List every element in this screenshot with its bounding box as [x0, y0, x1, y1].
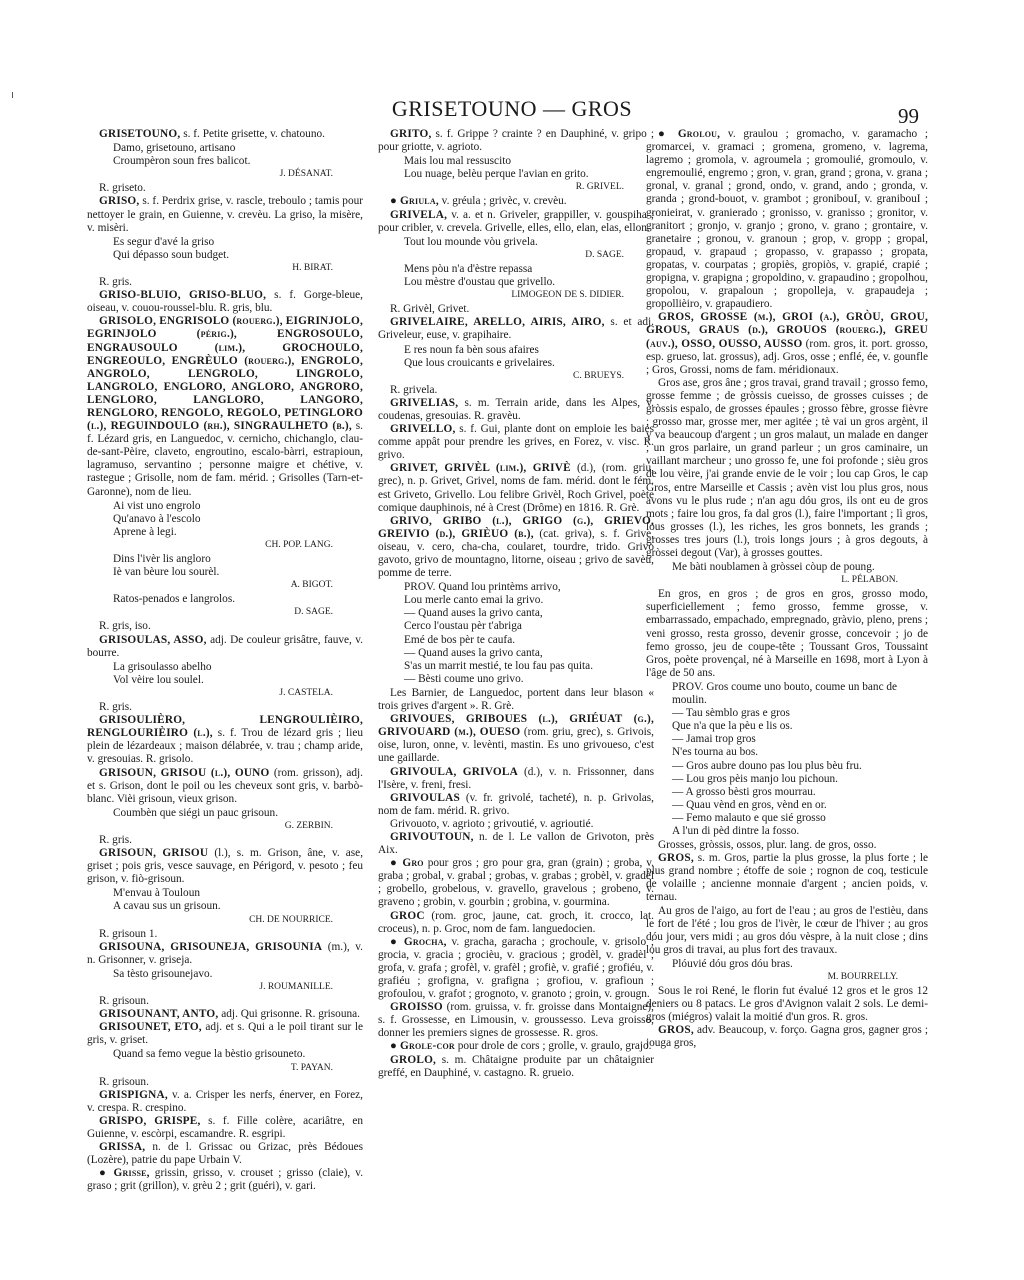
entry-headword: GRISOUN, GRISOU (l.), OUNO — [99, 766, 270, 779]
dictionary-entry — [87, 1021, 363, 1047]
dictionary-entry — [646, 311, 928, 376]
entry-definition: R. gris, iso. — [99, 620, 151, 633]
entry-headword: GRISOUNA, GRISOUNEJA, GRISOUNIA — [99, 940, 323, 953]
quote-line: — Lou gros pèis manjo lou pichoun. — [672, 772, 838, 785]
dictionary-entry — [378, 687, 654, 713]
quote-source: M. BOURRELLY. — [827, 972, 898, 982]
dictionary-entry — [646, 377, 928, 560]
entry-definition: s. f. Petite grisette, v. chatouno. — [183, 128, 325, 140]
entry-definition: v. gracha, garacha ; grochoule, v. grisolo ; grocia, v. gracia ; grocièu, v. gracious ; grodèl, v. gradèl ; grofa, v. grafa ; grofèl, v. grafèl ; grofiè, v. grafié ; grofiéu, v. grafiéu ; grofigna, v. grafigna ; grofiou, v. grafioun ; grofoulou, v. grafot ; grognoto, v. granoto ; groin, v. grougn. — [378, 935, 654, 1001]
quote-source: CH. DE NOURRICE. — [249, 914, 333, 925]
dictionary-entry — [646, 1024, 928, 1050]
entry-headword: GROISSO — [390, 1001, 443, 1014]
quote-source: J. ROUMANILLE. — [259, 982, 333, 992]
entry-definition: s. m. Terrain aride, dans les Alpes, v. coudenas, gresouias. R. gravèu. — [378, 396, 654, 422]
quote-line: Mens pòu n'a d'èstre repassa — [404, 262, 533, 275]
quote-source: LIMOGEON DE S. DIDIER. — [511, 290, 624, 301]
page-number: 99 — [898, 104, 919, 128]
citation-quote — [404, 581, 654, 686]
dictionary-entry — [378, 766, 654, 792]
dictionary-entry — [378, 384, 654, 397]
dictionary-entry — [378, 128, 654, 154]
entry-definition: (rom. groc, jaune, cat. groch, it. crocco, lat. croceus), n. p. Groc, nom de fam. languedocien. — [378, 909, 654, 935]
entry-definition: n. de l. Grissac ou Grizac, près Bédoues (Lozère), patrie du pape Urbain V. — [87, 1141, 363, 1167]
quote-line: Emé de bos pèr te caufa. — [404, 633, 516, 646]
dictionary-entry — [87, 182, 363, 195]
dictionary-entry — [378, 397, 654, 423]
entry-headword: GRIVELA, — [390, 208, 448, 221]
entry-definition: pour gros ; gro pour gra, gran (grain) ; groba, v. graba ; grobal, v. grabal ; grobas, v. grabas ; grobèl, v. gradèl ; grobello, grobelous, v. gravello, gravelous ; grobeno, v. graveno ; grobin, v. gourbin ; grobina, v. gourmina. — [378, 857, 654, 909]
entry-definition: n. de l. Le vallon de Grivoton, près Aix. — [378, 830, 654, 857]
entry-definition: adj. et s. Qui a le poil tirant sur le gris, v. griset. — [87, 1021, 363, 1047]
entry-definition: (l.), s. m. Grison, âne, v. ase, griset ; pois gris, vesce sauvage, en Périgord, v. pesoto ; feu grison, v. fiò-grisoun. — [87, 847, 363, 886]
entry-headword: GROS, — [658, 1024, 694, 1037]
dictionary-entry — [378, 857, 654, 909]
quote-line: — Quand auses la grivo canta, — [404, 607, 543, 620]
dictionary-entry — [378, 792, 654, 818]
quote-line: M'envau à Touloun — [113, 887, 201, 900]
entry-definition: R. gris. — [99, 833, 132, 846]
entry-headword: GRIVO, GRIBO (l.), GRIGO (g.), GRIEVO, GREIVIO (d.), GRIÈUO (b.), — [378, 514, 654, 540]
entry-definition: s. m. Châtaigne produite par un châtaignier greffé, en Dauphiné, v. castagno. R. grueio. — [378, 1053, 654, 1079]
entry-definition: R. gris. — [99, 701, 132, 714]
entry-definition: R. grisoun. — [99, 1075, 149, 1088]
dictionary-entry — [87, 128, 363, 141]
entry-headword: ● Griula, — [390, 195, 439, 208]
entry-headword: ● Grole-cor — [390, 1040, 455, 1053]
entry-definition: (m.), v. n. Grisonner, v. griseja. — [87, 940, 363, 966]
dictionary-entry — [646, 905, 928, 957]
entry-definition: s. f. Perdrix grise, v. rascle, treboulo ; tamis pour nettoyer le grain, en Guienne, v. crevèu. La griso, la misère, v. misèri. — [87, 195, 363, 234]
quote-line: — Gros aubre douno pas lou plus bèu fru. — [672, 759, 862, 772]
quote-line: Vol vèire lou soulel. — [113, 673, 204, 686]
entry-definition: (rom. gruissa, v. fr. groisse dans Montaigne), s. f. Grossesse, en Limousin, v. groussesso. Leva groisso, donner les premiers signes de grossesse. R. gros. — [378, 1001, 654, 1040]
quote-source: C. BRUEYS. — [573, 370, 624, 381]
entry-headword: GRISETOUNO, — [99, 128, 181, 140]
dictionary-entry — [378, 1054, 654, 1080]
dictionary-entry — [87, 928, 363, 941]
dictionary-entry — [378, 831, 654, 857]
entry-headword: GRISOULIÈRO, LENGROULIÈIRO, RENGLOURIÈIRO (l.), — [87, 714, 363, 740]
quote-line: Lou mèstre d'oustau que grivello. — [404, 276, 556, 289]
entry-headword: ● Grisse, — [99, 1167, 150, 1180]
dictionary-entry — [646, 985, 928, 1024]
dictionary-entry — [378, 713, 654, 765]
dictionary-entry — [646, 852, 928, 904]
citation-quote — [113, 1048, 363, 1074]
quote-line: Me bàti noublamen à gròssei còup de poung. — [672, 561, 875, 574]
quote-source: J. CASTELA. — [279, 687, 333, 698]
quote-line: Lou merle canto emai la grivo. — [404, 594, 544, 607]
entry-definition: s. m. Gros, partie la plus grosse, la plus forte ; le plus grand nombre ; étoffe de soie ; rognon de coq, testicule de volaille ; ancienne monnaie d'argent ; ancien poids, v. ternau. — [646, 852, 928, 904]
quote-line: — Tau sèmblo gras e gros — [672, 707, 790, 720]
dictionary-entry — [87, 1115, 363, 1141]
dictionary-entry — [378, 423, 654, 462]
entry-definition: Les Barnier, de Languedoc, portent dans leur blason « trois grives d'argent ». R. Grè. — [378, 686, 654, 713]
entry-definition: (rom. gros, it. port. grosso, esp. grueso, lat. grossus), adj. Gros, osse ; enflé, ée, v. gounfle ; Gros, Grossi, noms de fam. méridionaux. — [646, 337, 928, 376]
entry-headword: GRIVELAIRE, ARELLO, AIRIS, AIRO, — [390, 316, 605, 329]
entry-definition: adv. Beaucoup, v. forço. Gagna gros, gagner gros ; jouga gros, — [646, 1024, 928, 1050]
entry-definition: En gros, en gros ; de gros en gros, grosso modo, superficiellement ; femo grosso, femme grosse, v. embarrassado, empachado, empregnado, gràvio, pleno, prens ; veni grosso, resta grosso, devenir grosse, concevoir ; jo de femo grosso, jeu de coupe-tête ; Toussant Gros, Toussaint Gros, poète provençal, né à Marseille en 1698, mort à Lyon à l'âge de 50 ans. — [646, 588, 928, 679]
dictionary-entry — [378, 316, 654, 342]
entry-headword: GRISSA, — [99, 1141, 146, 1154]
entry-definition: (rom. griu, grec), s. Grivois, oise, luron, onne, v. levènti, mastin. Es uno grivouesо, c'est une gaillarde. — [378, 726, 654, 765]
entry-definition: s. f. Lézard gris, en Languedoc, v. cernicho, chichanglo, clau-de-sant-Pèire, claveto, engroutino, escalo-bàrri, estrapioun, lagramuso, servantino ; personne maigre et chétive, v. rastegue ; Grisolle, nom de fam. mérid. ; Grisolles (Tarn-et-Garonne), nom de lieu. — [87, 420, 363, 498]
entry-headword: GRISO-BLUIO, GRISO-BLUO, — [99, 289, 267, 302]
dictionary-entry — [87, 620, 363, 633]
quote-source: D. SAGE. — [294, 607, 333, 618]
quote-source: L. PÉLABON. — [841, 575, 898, 586]
entry-definition: R. griseto. — [99, 182, 146, 195]
citation-quote — [404, 236, 654, 262]
entry-definition: adj. Qui grisonne. R. grisouna. — [221, 1008, 360, 1021]
entry-definition: R. grisoun. — [99, 995, 149, 1008]
quote-line: S'as un marrit mestié, te lou fau pas quita. — [404, 659, 594, 672]
entry-definition: Au gros de l'aigo, au fort de l'eau ; au gros de l'estièu, dans le fort de l'été ; lou gros de l'ivèr, le cœur de l'hiver ; au gros dóu jour, vers midi ; au gros dóu vèspre, à la nuit close ; dins lou gros di travai, au plus fort des travaux. — [646, 904, 928, 956]
entry-definition: s. f. Gui, plante dont on emploie les baies comme appât pour prendre les grives, en Forez, v. visc. R. grivo. — [378, 423, 654, 462]
citation-quote — [113, 887, 363, 926]
entry-definition: (d.), (rom. griu, grec), n. p. Grivet, Grivel, noms de fam. mérid. dont le fém. est Griveto, Grivello. Lou felibre Grivèl, Roch Grivel, poète comique dauphinois, né à Crest (Drôme) en 1816. R. Grè. — [378, 462, 654, 514]
entry-headword: ● Grocha, — [390, 935, 447, 948]
quote-line: Plóuvié dóu gros dóu bras. — [672, 957, 793, 970]
quote-source: J. DÉSANAT. — [279, 169, 333, 180]
entry-definition: adj. De couleur grisâtre, fauve, v. bourre. — [87, 633, 363, 659]
quote-source: A. BIGOT. — [290, 580, 333, 591]
quote-line: Quand sa femo vegue la bèstio grisounetо. — [113, 1048, 306, 1061]
dictionary-entry — [87, 1076, 363, 1089]
quote-line: — A grosso bèsti gros mourrau. — [672, 785, 816, 798]
entry-definition: s. f. Trou de lézard gris ; lieu plein de lézardeaux ; maison délabrée, v. trau ; champ aride, v. gresouias. R. grisolo. — [87, 727, 363, 766]
entry-headword: ● Grolou, — [658, 128, 721, 140]
quote-line: PROV. Gros coume uno bouto, coume un banc de moulin. — [672, 680, 898, 707]
quote-line: Qui dépasso soun budget. — [113, 248, 230, 261]
entry-headword: GROS, GROSSE (m.), GROI (a.), GRÒU, GROU, GROUS, GRAUS (d.), GROUOS (rouerg.), GREU (auv.), OSSO, OUSSO, AUSSO — [646, 311, 928, 350]
dictionary-entry — [87, 1141, 363, 1167]
quote-line: Que lous crouicants e grivelaires. — [404, 356, 555, 369]
entry-definition: (d.), v. n. Frissonner, dans l'Isère, v. freni, fresi. — [378, 765, 654, 791]
entry-headword: GRIVOULA, GRIVOLA — [390, 765, 518, 778]
citation-quote — [113, 661, 363, 700]
dictionary-entry — [646, 128, 928, 311]
quote-source: R. GRIVEL. — [575, 182, 624, 193]
entry-definition: Grivouoto, v. agrioto ; grivoutié, v. agrioutié. — [390, 817, 594, 830]
dictionary-entry — [87, 195, 363, 234]
quote-source: H. BIRAT. — [292, 262, 333, 273]
quote-line: N'es tourna au bos. — [672, 746, 759, 759]
entry-headword: GRISOUNANT, ANTO, — [99, 1008, 219, 1021]
entry-headword: GRISOUN, GRISOU — [99, 847, 209, 860]
dictionary-entry — [87, 276, 363, 289]
dictionary-entry — [646, 588, 928, 680]
entry-definition: (rom. grisson), adj. et s. Grison, dont le poil ou les cheveux sont gris, v. barbò-blanc. Vièi grisoun, vieux grison. — [87, 766, 363, 805]
entry-headword: GRISOUNET, ETO, — [99, 1021, 202, 1034]
dictionary-entry — [378, 1040, 654, 1053]
quote-line: Tout lou mounde vòu grivela. — [404, 235, 538, 248]
entry-definition: s. et adj. Griveleur, euse, v. grapihaire. — [378, 316, 654, 342]
entry-definition: v. graulou ; gromacho, v. garamacho ; gromarcei, v. gramaci ; gromena, gromeno, v. lagrema, lagremo ; gromola, v. agroumela ; gromoulié, gromoulo, v. engremoulié, engremo ; gron, v. gran, grand ; grona, v. grana ; gronal, v. granal ; grond, ondo, v. grand, ando ; gronda, v. granda ; grond-bouot, v. grambot ; gronibouI, v. granibouI ; gronieirat, v. granierado ; gronisso, v. granisso ; gronitor, v. granitort ; gronjo, v. granjo ; grono, v. grano ; grontaire, v. granetaire ; gronou, v. granoun ; grop, v. gropp ; gropal, gropaud, v. grapaud ; gropasso, v. grapasso ; gropata, gropatas, v. courpatas ; gropiès, gropiòs, v. grapié, crapié ; gropigna, v. grapigna ; gropoldino, v. grapaudino ; gropolhou, gropolou, v. grapaloun ; gropolleja, v. grapaudeja ; gropollièiro, v. grapaudiero. — [646, 128, 928, 311]
quote-line: Ratos-penados e langrolos. — [113, 593, 236, 606]
entry-headword: GRISO, — [99, 195, 140, 208]
entry-headword: GRIVOULAS — [390, 791, 460, 804]
entry-definition: R. Grivèl, Grivet. — [390, 303, 470, 316]
dictionary-entry — [378, 818, 654, 831]
quote-line: PROV. Quand lou printèms arrivo, — [404, 581, 561, 594]
running-header: GRISETOUNO — GROS — [391, 96, 633, 121]
quote-line: Coumbèn que siégi un pauc grisoun. — [113, 806, 279, 819]
entry-headword: GROS, — [658, 852, 694, 865]
entry-definition: Sous le roi René, le florin fut évalué 12 gros et le gros 12 deniers ou 8 patacs. Le gros d'Avignon valait 2 sols. Le demi-gros (miégros) valait la moitié d'un gros. R. gros. — [646, 985, 928, 1024]
quote-line: — Quand auses la grivo canta, — [404, 646, 543, 659]
citation-quote — [404, 155, 654, 194]
dictionary-entry — [87, 634, 363, 660]
entry-headword: GRITO, — [390, 128, 432, 140]
citation-quote — [113, 968, 363, 994]
quote-line: A cavau sus un grisoun. — [113, 900, 221, 913]
quote-line: Sa tèsto grisounejavo. — [113, 967, 213, 980]
entry-definition: Gros ase, gros âne ; gros travai, grand travail ; grosso femo, grosse femme ; de gròssis cueisso, de grosses cuisses ; de gròssis espalo, de grosses épaules ; grosso fèbre, grosse fièvre ; grosso mar, grosse mer, mer agitée ; tè vai un gros argènt, il y va beaucoup d'argent ; un gros malaut, un malade en danger ; un gros parlaire, un grand parleur ; un gros caminaire, un vaillant marcheur ; uno grosso fe, une foi profonde ; sièu gros de lou vèire, j'ai grande envie de le voir ; lou cap Gros, le cap Gros, entre Marseille et Cassis ; avèn vist lou plus gros, nous avons vu le plus rude ; n'an agu dóu gros, ils ont eu de gros mots ; faire lou gros, fa dal gros (l.), faire l'important ; lì gros, lous grosses (l.), les riches, les gros bonnets, les grands ; grosses tres jours (l.), trois longs jours ; à gros degouts, à gròssei degout (Var), à grosses gouttes. — [646, 376, 928, 559]
entry-headword: GRISPO, GRISPE, — [99, 1114, 201, 1127]
entry-definition: grissin, grisso, v. crouset ; grisso (claie), v. graso ; grit (grillon), v. grèu 2 ; grit (guéri), v. gari. — [87, 1167, 363, 1193]
quote-line: Ai vist uno engrolo — [113, 499, 201, 512]
dictionary-entry — [378, 910, 654, 936]
dictionary-entry — [87, 701, 363, 714]
entry-headword: GRIVET, GRIVÈL (lim.), GRIVÈ — [390, 462, 571, 475]
entry-headword: GRISOLO, ENGRISOLO (rouerg.), EIGRINJOLO, EGRINJOLO (périg.), ENGROSOULO, ENGRAUSOULO (lim.), GROCHOULO, ENGREOULO, ENGRÈULO (rouerg.), ENGROLO, ANGROLO, LENGROLO, LINGROLO, LANGROLO, ENGLORO, ANGLORO, ANGRORO, LENGLORO, LANGLORO, LANGORO, RENGLORO, RENGOLO, REGOLO, PETINGLORO (l.), REGUINDOULO (rh.), SINGRAULHETO (b.), — [87, 315, 363, 433]
entry-headword: ● Gro — [390, 857, 424, 870]
citation-quote — [672, 561, 928, 587]
entry-definition: v. gréula ; grivèc, v. crevèu. — [441, 195, 567, 208]
quote-line: Es segur d'avé la griso — [113, 235, 215, 248]
citation-quote — [113, 593, 363, 619]
dictionary-entry — [87, 847, 363, 886]
entry-headword: GRIVOUES, GRIBOUES (l.), GRIÉUAT (g.), GRIVOUARD (m.), OUESO — [378, 713, 654, 739]
citation-quote — [113, 553, 363, 592]
entry-definition: s. f. Grippe ? crainte ? en Dauphiné, v. gripo ; pour griotte, v. agrioto. — [378, 128, 654, 154]
entry-definition: v. a. Crisper les nerfs, énerver, en Forez, v. crespa. R. crespino. — [87, 1088, 363, 1114]
citation-quote — [672, 958, 928, 984]
quote-line: Croumpèron soun fres balicot. — [113, 155, 251, 168]
dictionary-entry — [87, 1089, 363, 1115]
entry-definition: (v. fr. grivolé, tacheté), n. p. Grivolas, nom de fam. mérid. R. grivo. — [378, 791, 654, 817]
dictionary-entry — [378, 462, 654, 514]
column-right — [646, 128, 928, 1264]
quote-line: Dins l'ivèr lis angloro — [113, 553, 211, 565]
citation-quote — [113, 807, 363, 833]
entry-definition: pour drole de cors ; grolle, v. graulo, grajo. — [457, 1040, 652, 1053]
citation-quote — [113, 142, 363, 181]
citation-quote — [404, 344, 654, 383]
dictionary-entry — [646, 839, 928, 852]
entry-headword: GRIVELLO, — [390, 423, 456, 436]
dictionary-entry — [378, 936, 654, 1001]
quote-line: Lou nuage, belèu perque l'avian en grito. — [404, 168, 589, 181]
entry-definition: Grosses, gròssis, ossos, plur. lang. de gros, osso. — [658, 839, 877, 852]
quote-line: A l'un di pèd dintre la fosso. — [672, 824, 800, 837]
entry-definition: s. f. Gorge-bleue, oiseau, v. couou-roussel-blu. R. gris, blu. — [87, 289, 363, 315]
dictionary-entry — [378, 515, 654, 580]
entry-headword: GRISPIGNA, — [99, 1088, 168, 1101]
entry-headword: GRISOULAS, ASSO, — [99, 633, 207, 646]
dictionary-entry — [87, 1167, 363, 1193]
entry-definition: R. grisoun 1. — [99, 927, 158, 940]
quote-line: Que n'a que la pèu e lis os. — [672, 720, 793, 733]
quote-source: G. ZERBIN. — [284, 820, 333, 831]
quote-line: Iè van bèure lou sourèl. — [113, 566, 220, 579]
column-middle — [378, 128, 654, 1264]
entry-definition: R. grivela. — [390, 383, 438, 396]
dictionary-entry — [87, 767, 363, 806]
entry-headword: GRIVELIAS, — [390, 396, 459, 409]
quote-line: Qu'anavo à l'escolo — [113, 512, 201, 525]
quote-source: T. PAYAN. — [290, 1062, 333, 1073]
dictionary-entry — [87, 1008, 363, 1021]
dictionary-entry — [87, 834, 363, 847]
dictionary-entry — [378, 303, 654, 316]
citation-quote — [404, 263, 654, 302]
entry-headword: GROC — [390, 909, 425, 922]
quote-line: Mais lou mal ressuscito — [404, 155, 511, 168]
entry-definition: s. f. Fille colère, acariâtre, en Guienne, v. escòrpi, escamandre. R. esgripi. — [87, 1114, 363, 1141]
dictionary-entry — [378, 195, 654, 208]
quote-line: — Bèsti coume uno grivo. — [404, 672, 524, 685]
dictionary-entry — [378, 1001, 654, 1040]
quote-source: D. SAGE. — [585, 249, 624, 260]
citation-quote — [113, 236, 363, 275]
entry-headword: GROLO, — [390, 1053, 437, 1066]
quote-line: Damo, grisetouno, artisano — [113, 142, 236, 155]
column-left — [87, 128, 363, 1264]
entry-definition: (cat. griva), s. f. Grive, oiseau, v. cero, cha-cha, coularet, tourdre, trido. Grivo gavoto, grivo de mountagno, litorne, oiseau ; grivo de savèu, pomme de terre. — [378, 527, 654, 580]
entry-headword: GRIVOUTOUN, — [390, 830, 474, 843]
quote-line: La grisoulasso abelho — [113, 660, 212, 673]
quote-line: Cerco l'oustau pèr t'abriga — [404, 620, 522, 633]
quote-line: — Femo malauto e que sié grosso — [672, 811, 826, 824]
dictionary-entry — [87, 995, 363, 1008]
dictionary-entry — [87, 315, 363, 498]
quote-line: Aprene à legi. — [113, 525, 177, 538]
quote-line: E res noun fa bèn sous afaires — [404, 343, 539, 356]
entry-definition: v. a. et n. Griveler, grappiller, v. gouspiha ; pour cribler, v. crevela. Grivelle, elles, ello, elan, elas, ellon. — [378, 208, 654, 234]
citation-quote — [672, 681, 928, 838]
dictionary-entry — [87, 941, 363, 967]
quote-line: — Jamai trop gros — [672, 733, 756, 746]
quote-line: — Quau vènd en gros, vènd en or. — [672, 798, 827, 811]
dictionary-entry — [87, 289, 363, 315]
dictionary-entry — [87, 714, 363, 766]
citation-quote — [113, 500, 363, 552]
dictionary-entry — [378, 209, 654, 235]
quote-source: CH. POP. LANG. — [265, 539, 333, 550]
entry-definition: R. gris. — [99, 276, 132, 289]
